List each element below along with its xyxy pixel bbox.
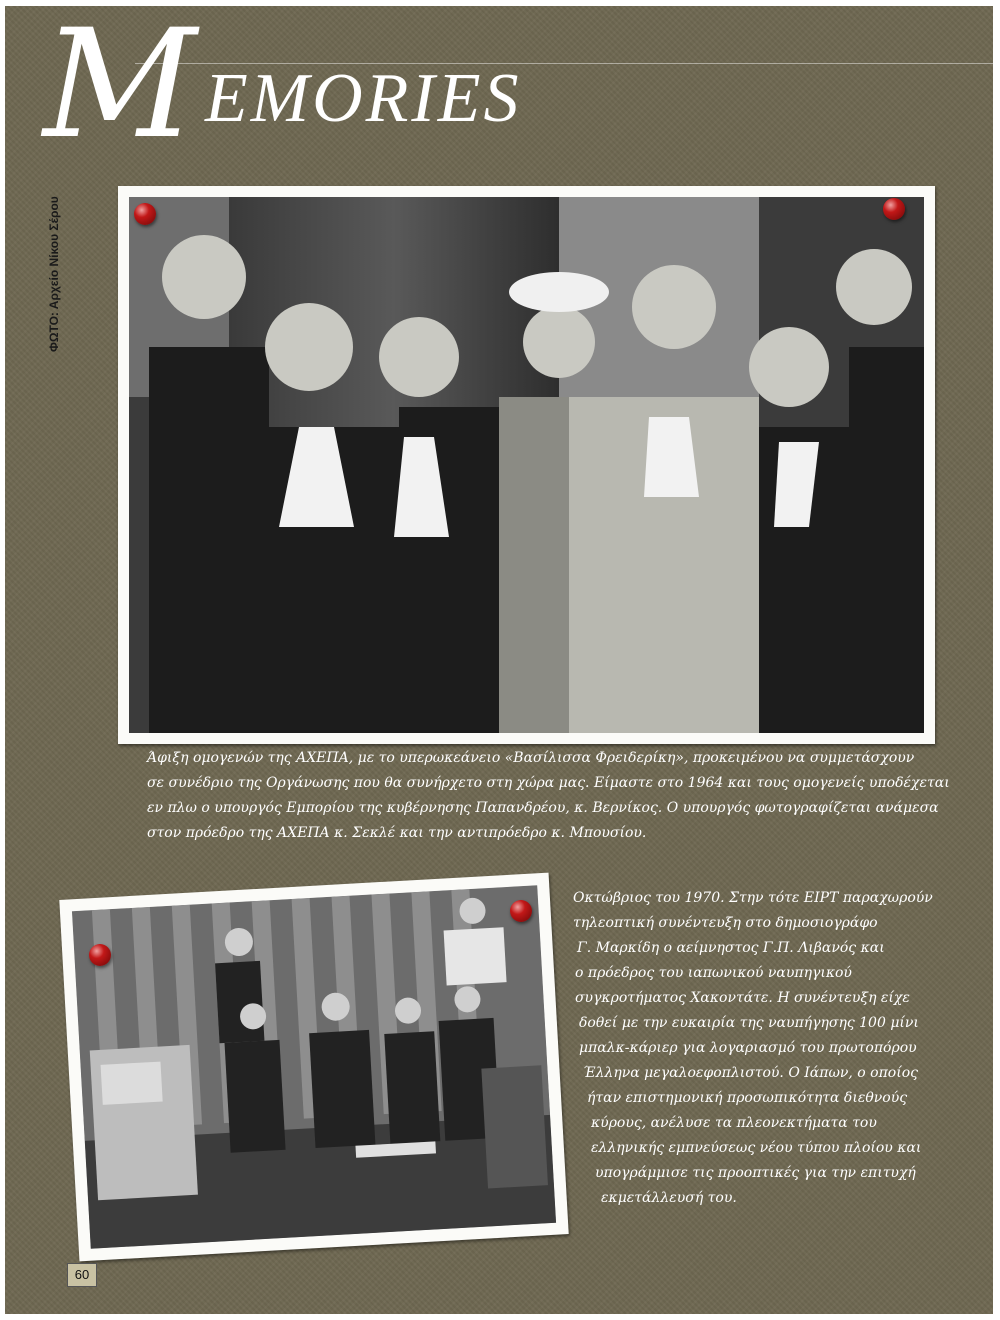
- photo-credit: ΦΩΤΟ: Αρχείο Νίκου Σέρου: [47, 196, 61, 352]
- pin-photo2-right: [510, 900, 532, 922]
- caption-line: συγκροτήματος Χακοντάτε. Η συνέντευξη είχε: [575, 990, 910, 1006]
- caption-line: δοθεί με την ευκαιρία της ναυπήγησης 100 μίνι: [579, 1015, 919, 1031]
- caption-line: εν πλω ο υπουργός Εμπορίου της κυβέρνησης Παπανδρέου, κ. Βερνίκος. Ο υπουργός φωτογραφίζεται ανάμεσα: [147, 800, 939, 816]
- title-text: EMORIES: [205, 60, 522, 137]
- photo-ahepa-arrival-image: [129, 197, 924, 733]
- caption-line: ο πρόεδρος του ιαπωνικού ναυπηγικού: [575, 965, 852, 981]
- caption-line: Οκτώβριος του 1970. Στην τότε ΕΙΡΤ παραχωρούν: [573, 890, 933, 906]
- caption-line: τηλεοπτική συνέντευξη στο δημοσιογράφο: [573, 915, 878, 931]
- caption-line: υπογράμμισε τις προοπτικές για την επιτυχή: [595, 1165, 916, 1181]
- caption-line: εκμετάλλευσή του.: [601, 1190, 737, 1206]
- caption-line: ελληνικής εμπνεύσεως νέου τύπου πλοίου και: [591, 1140, 922, 1156]
- photo-tv-interview: [59, 873, 568, 1262]
- caption-line: Έλληνα μεγαλοεφοπλιστού. Ο Ιάπων, ο οποίος: [583, 1065, 918, 1081]
- pin-top-right: [883, 198, 905, 220]
- photo-ahepa-arrival: [118, 186, 935, 744]
- caption-tv-interview: [565, 886, 965, 1211]
- caption-line: Γ. Μαρκίδη ο αείμνηστος Γ.Π. Λιβανός και: [577, 940, 885, 956]
- caption-line: Άφιξη ομογενών της ΑΧΕΠΑ, με το υπερωκεάνειο «Βασίλισσα Φρειδερίκη», προκειμένου να συμμετάσχουν: [147, 750, 915, 766]
- magazine-page: [5, 0, 993, 1314]
- pin-photo2-left: [89, 944, 111, 966]
- group-portrait-illustration: [129, 197, 924, 733]
- caption-line: σε συνέδριο της Οργάνωσης που θα συνήρχετο στη χώρα μας. Είμαστε στο 1964 και τους ομογενείς υποδέχεται: [147, 775, 950, 791]
- photo-tv-interview-image: [72, 885, 556, 1248]
- caption-ahepa-arrival: [147, 746, 950, 846]
- pin-top-left: [134, 203, 156, 225]
- tv-studio-illustration: [72, 885, 556, 1248]
- caption-line: κύρους, ανέλυσε τα πλεονεκτήματα του: [591, 1115, 877, 1131]
- caption-line: στον πρόεδρο της ΑΧΕΠΑ κ. Σεκλέ και την αντιπρόεδρο κ. Μπουσίου.: [147, 825, 647, 841]
- title-initial: M: [43, 0, 197, 172]
- caption-line: μπαλκ-κάριερ για λογαριασμό του πρωτοπόρου: [579, 1040, 917, 1056]
- page-number: 60: [67, 1263, 97, 1287]
- caption-line: ήταν επιστημονική προσωπικότητα διεθνούς: [587, 1090, 908, 1106]
